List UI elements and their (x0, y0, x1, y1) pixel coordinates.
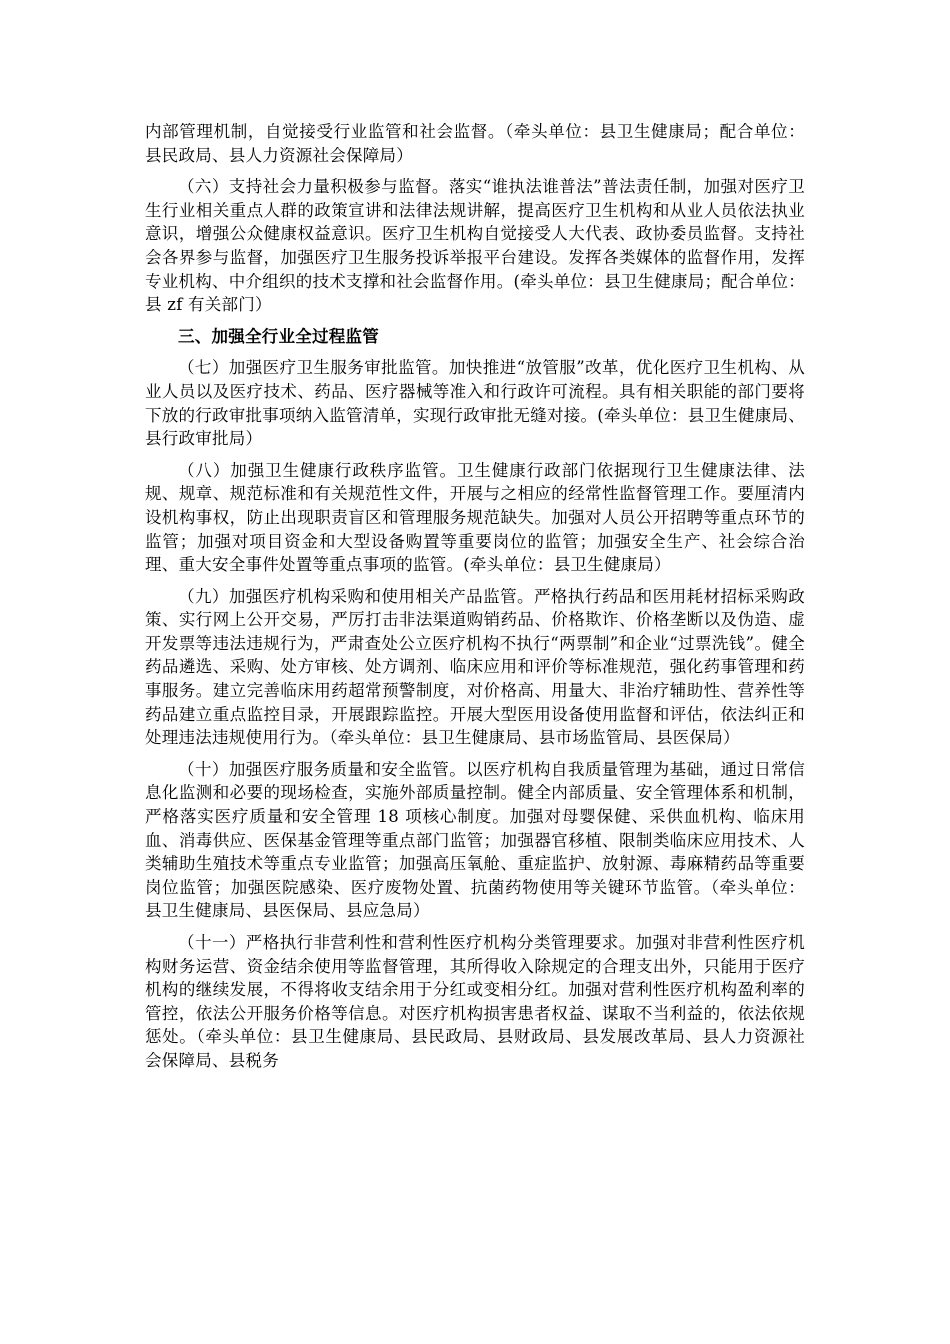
paragraph-item-8: （八）加强卫生健康行政秩序监管。卫生健康行政部门依据现行卫生健康法律、法规、规章、规范标准和有关规范性文件，开展与之相应的经常性监督管理工作。要厘清内设机构事权，防止出现职责盲区和管理服务规范缺失。加强对人员公开招聘等重点环节的监管；加强对项目资金和大型设备购置等重要岗位的监管；加强安全生产、社会综合治理、重大安全事件处置等重点事项的监管。(牵头单位：县卫生健康局） (145, 460, 805, 575)
paragraph-item-9: （九）加强医疗机构采购和使用相关产品监管。严格执行药品和医用耗材招标采购政策、实行网上公开交易，严厉打击非法渠道购销药品、价格欺诈、价格垄断以及伪造、虚开发票等违法违规行为，严肃查处公立医疗机构不执行“两票制”和企业“过票洗钱”。健全药品遴选、采购、处方审核、处方调剂、临床应用和评价等标准规范，强化药事管理和药事服务。建立完善临床用药超常预警制度，对价格高、用量大、非治疗辅助性、营养性等药品建立重点监控目录，开展跟踪监控。开展大型医用设备使用监督和评估，依法纠正和处理违法违规使用行为。（牵头单位：县卫生健康局、县市场监管局、县医保局） (145, 586, 805, 748)
paragraph-continued: 内部管理机制，自觉接受行业监管和社会监督。（牵头单位：县卫生健康局；配合单位：县民政局、县人力资源社会保障局） (145, 122, 805, 165)
paragraph-item-6: （六）支持社会力量积极参与监督。落实“谁执法谁普法”普法责任制，加强对医疗卫生行业相关重点人群的政策宣讲和法律法规讲解，提高医疗卫生机构和从业人员依法执业意识，增强公众健康权益意识。医疗卫生机构自觉接受人大代表、政协委员监督。支持社会各界参与监督，加强医疗卫生服务投诉举报平台建设。发挥各类媒体的监督作用，发挥专业机构、中介组织的技术支撑和社会监督作用。(牵头单位：县卫生健康局；配合单位：县 zf 有关部门） (145, 177, 805, 315)
paragraph-item-7: （七）加强医疗卫生服务审批监管。加快推进“放管服”改革，优化医疗卫生机构、从业人员以及医疗技术、药品、医疗器械等准入和行政许可流程。具有相关职能的部门要将下放的行政审批事项纳入监管清单，实现行政审批无缝对接。(牵头单位：县卫生健康局、县行政审批局） (145, 358, 805, 449)
document-page (145, 120, 805, 1081)
paragraph-item-10: （十）加强医疗服务质量和安全监管。以医疗机构自我质量管理为基础，通过日常信息化监测和必要的现场检查，实施外部质量控制。健全内部质量、安全管理体系和机制，严格落实医疗质量和安全管理 18 项核心制度。加强对母婴保健、采供血机构、临床用血、消毒供应、医保基金管理等重点部门监管；加强器官移植、限制类临床应用技术、人类辅助生殖技术等重点专业监管；加强高压氧舱、重症监护、放射源、毒麻精药品等重要岗位监管；加强医院感染、医疗废物处置、抗菌药物使用等关键环节监管。（牵头单位：县卫生健康局、县医保局、县应急局） (145, 759, 805, 921)
section-heading-3: 三、加强全行业全过程监管 (178, 326, 379, 346)
paragraph-item-11: （十一）严格执行非营利性和营利性医疗机构分类管理要求。加强对非营利性医疗机构财务运营、资金结余使用等监督管理，其所得收入除规定的合理支出外，只能用于医疗机构的继续发展，不得将收支结余用于分红或变相分红。加强对营利性医疗机构盈利率的管控，依法公开服务价格等信息。对医疗机构损害患者权益、谋取不当利益的，依法依规惩处。（牵头单位：县卫生健康局、县民政局、县财政局、县发展改革局、县人力资源社会保障局、县税务 (145, 933, 805, 1070)
